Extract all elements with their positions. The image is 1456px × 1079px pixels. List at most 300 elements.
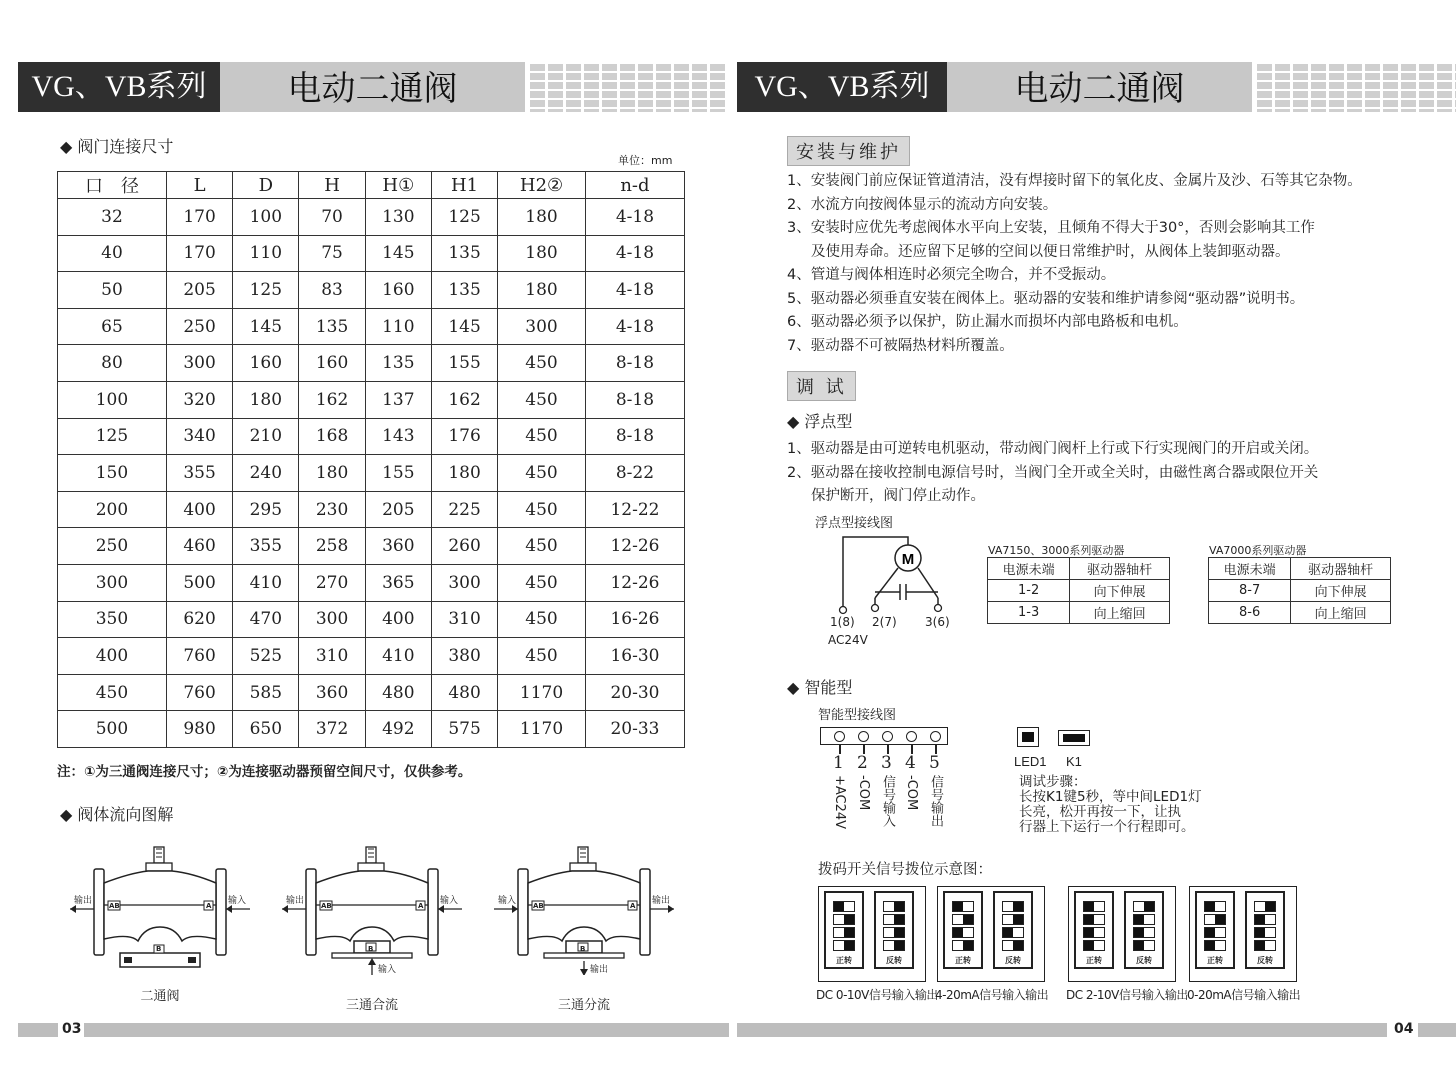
unit-label: 单位：mm <box>618 154 673 167</box>
dip-toggle <box>883 940 905 951</box>
dip-toggle <box>1002 940 1024 951</box>
valve-body-icon <box>494 845 674 975</box>
smart-terminal-icon <box>858 731 869 742</box>
table-cell: 50 <box>58 272 167 309</box>
dip-toggle <box>883 927 905 938</box>
flow-caption: 三通合流 <box>345 998 398 1013</box>
table-cell: 100 <box>58 381 167 418</box>
table-row <box>58 528 685 565</box>
table-cell: 295 <box>233 491 299 528</box>
port-label: A <box>418 902 424 910</box>
dip-direction-label: 反转 <box>1257 956 1273 965</box>
table-row <box>58 418 685 455</box>
install-item: 7、驱动器不可被隔热材料所覆盖。 <box>787 337 1014 354</box>
flow-left-label: 输出 <box>74 896 93 906</box>
table-cell: 180 <box>431 455 497 492</box>
table-cell: 300 <box>58 564 167 601</box>
table-cell: 450 <box>498 345 586 382</box>
float-item: 1、驱动器是由可逆转电机驱动，带动阀门阀杆上行或下行实现阀门的开启或关闭。 <box>787 441 1319 457</box>
table-cell: 240 <box>233 455 299 492</box>
table-cell: 450 <box>498 638 586 675</box>
led1-icon <box>1017 727 1039 747</box>
flow-caption: 二通阀 <box>140 989 180 1004</box>
dip-switch-icon <box>943 891 983 969</box>
table-header: H① <box>365 172 431 199</box>
install-item: 6、驱动器必须予以保护，防止漏水而损坏内部电路板和电机。 <box>787 314 1188 330</box>
port-label: A <box>630 902 636 910</box>
flow-bottom-label: 输出 <box>590 965 609 975</box>
dip-toggle <box>1133 927 1155 938</box>
port-label: B <box>580 945 586 953</box>
table-b-title: VA7000系列驱动器 <box>1209 544 1307 557</box>
debug-tag: 调 试 <box>787 371 856 401</box>
dip-toggle <box>1133 940 1155 951</box>
port-label: AB <box>533 902 544 910</box>
table-cell: 135 <box>365 345 431 382</box>
port-label: A <box>206 902 212 910</box>
smart-terminal-icon <box>834 731 845 742</box>
left-header-title: 电动二通阀 <box>220 62 525 112</box>
dip-direction-label: 反转 <box>1005 956 1021 965</box>
table-cell: 250 <box>166 308 232 345</box>
dip-toggle <box>833 901 855 912</box>
dip-toggle <box>952 927 974 938</box>
table-header: L <box>166 172 232 199</box>
table-cell: 135 <box>431 272 497 309</box>
k1-label: K1 <box>1066 754 1082 769</box>
table-cell: 492 <box>365 711 431 748</box>
table-cell: 310 <box>431 601 497 638</box>
table-cell: 410 <box>233 564 299 601</box>
table-cell: 480 <box>365 674 431 711</box>
install-tag: 安装与维护 <box>787 136 910 166</box>
terminal-2-label: 2(7) <box>872 615 897 629</box>
table-cell: 160 <box>233 345 299 382</box>
dip-direction-label: 反转 <box>1136 956 1152 965</box>
table-cell: 16-26 <box>585 601 684 638</box>
table-a <box>987 557 1170 624</box>
table-cell: 340 <box>166 418 232 455</box>
dip-toggle <box>1083 914 1105 925</box>
section-flow-direction: ◆ 阀体流向图解 <box>60 805 174 824</box>
table-cell: 470 <box>233 601 299 638</box>
dip-toggle <box>952 901 974 912</box>
smart-terminal-num: 2 <box>857 753 868 773</box>
table-cell: 300 <box>431 564 497 601</box>
dip-toggle <box>1002 914 1024 925</box>
left-header-pattern <box>527 62 727 112</box>
table-cell: 500 <box>58 711 167 748</box>
table-row <box>58 564 685 601</box>
table-cell: 1170 <box>498 711 586 748</box>
table-cell: 65 <box>58 308 167 345</box>
table-cell: 180 <box>299 455 365 492</box>
install-item: 4、管道与阀体相连时必须完全吻合，并不受振动。 <box>787 267 1116 283</box>
table-cell: 1170 <box>498 674 586 711</box>
table-cell: 125 <box>233 272 299 309</box>
table-cell: 450 <box>498 491 586 528</box>
table-cell: 500 <box>166 564 232 601</box>
table-cell: 12-22 <box>585 491 684 528</box>
debug-step: 长按K1键5秒，等中间LED1灯 <box>1019 789 1202 805</box>
table-cell: 4-18 <box>585 235 684 272</box>
table-cell: 525 <box>233 638 299 675</box>
smart-terminal-num: 1 <box>833 753 844 773</box>
table-cell: 410 <box>365 638 431 675</box>
dip-direction-label: 正转 <box>1086 956 1102 965</box>
mini-header: 驱动器轴杆 <box>1070 558 1170 580</box>
table-cell: 8-18 <box>585 345 684 382</box>
table-cell: 145 <box>365 235 431 272</box>
dip-direction-label: 正转 <box>836 956 852 965</box>
smart-terminal-num: 4 <box>905 753 916 773</box>
table-cell: 150 <box>58 455 167 492</box>
table-cell: 980 <box>166 711 232 748</box>
dip-toggle <box>1204 901 1226 912</box>
table-header: H2② <box>498 172 586 199</box>
mini-cell: 8-6 <box>1209 602 1291 624</box>
table-cell: 450 <box>498 528 586 565</box>
mini-header: 电源未端 <box>1209 558 1291 580</box>
table-cell: 8-18 <box>585 418 684 455</box>
dip-switch-icon <box>1124 891 1164 969</box>
debug-steps <box>1019 775 1202 835</box>
table-cell: 4-18 <box>585 308 684 345</box>
table-cell: 360 <box>299 674 365 711</box>
section-valve-dimensions: ◆ 阀门连接尺寸 <box>60 137 174 156</box>
debug-step: 调试步骤： <box>1019 774 1087 790</box>
dimension-table <box>57 171 685 748</box>
dip-switch-icon <box>874 891 914 969</box>
dip-toggle <box>952 914 974 925</box>
terminal-2-icon <box>872 605 879 612</box>
smart-terminal-num: 3 <box>881 753 892 773</box>
table-row <box>58 674 685 711</box>
table-cell: 575 <box>431 711 497 748</box>
dip-direction-label: 正转 <box>955 956 971 965</box>
dip-switch-icon <box>824 891 864 969</box>
dip-toggle <box>833 914 855 925</box>
table-b <box>1208 557 1391 624</box>
smart-type-title: ◆ 智能型 <box>787 678 853 697</box>
motor-label: M <box>901 551 915 568</box>
float-type-title: ◆ 浮点型 <box>787 412 853 431</box>
left-footer-bar <box>18 1023 58 1037</box>
table-cell: 450 <box>498 564 586 601</box>
mini-cell: 1-3 <box>988 602 1070 624</box>
table-cell: 400 <box>166 491 232 528</box>
terminal-3-icon <box>935 605 942 612</box>
table-note: 注：①为三通阀连接尺寸；②为连接驱动器预留空间尺寸，仅供参考。 <box>57 764 472 780</box>
valve-body-icon <box>70 845 250 975</box>
table-cell: 125 <box>431 199 497 236</box>
table-cell: 20-30 <box>585 674 684 711</box>
table-cell: 585 <box>233 674 299 711</box>
install-list <box>787 170 1437 358</box>
table-row <box>58 235 685 272</box>
install-item: 5、驱动器必须垂直安装在阀体上。驱动器的安装和维护请参阅“驱动器”说明书。 <box>787 290 1305 307</box>
dip-toggle <box>1204 927 1226 938</box>
table-cell: 180 <box>498 272 586 309</box>
table-cell: 4-18 <box>585 272 684 309</box>
float-wiring-diagram <box>820 530 970 620</box>
dip-switch-icon <box>1195 891 1235 969</box>
table-cell: 250 <box>58 528 167 565</box>
table-cell: 200 <box>58 491 167 528</box>
dip-toggle <box>833 940 855 951</box>
table-cell: 258 <box>299 528 365 565</box>
left-footer-bar-long <box>84 1023 729 1037</box>
dip-switch-icon <box>993 891 1033 969</box>
table-cell: 80 <box>58 345 167 382</box>
table-row <box>58 199 685 236</box>
port-label: AB <box>109 902 120 910</box>
table-cell: 225 <box>431 491 497 528</box>
debug-step: 行器上下运行一个行程即可。 <box>1019 819 1195 835</box>
mini-cell: 向上缩回 <box>1291 602 1391 624</box>
flow-left-label: 输出 <box>286 896 305 906</box>
table-cell: 270 <box>299 564 365 601</box>
mini-header-row <box>988 558 1170 580</box>
left-header-series: VG、VB系列 <box>18 62 220 112</box>
table-cell: 8-22 <box>585 455 684 492</box>
table-cell: 230 <box>299 491 365 528</box>
table-header: n-d <box>585 172 684 199</box>
table-cell: 360 <box>365 528 431 565</box>
float-list <box>787 438 1437 509</box>
table-cell: 180 <box>498 235 586 272</box>
table-cell: 12-26 <box>585 564 684 601</box>
k1-button-icon <box>1058 730 1090 746</box>
table-cell: 355 <box>233 528 299 565</box>
dip-toggle <box>1002 927 1024 938</box>
terminal-1-icon <box>840 607 847 614</box>
table-cell: 155 <box>365 455 431 492</box>
flow-bottom-label: 输入 <box>378 965 397 975</box>
right-header-title: 电动二通阀 <box>947 62 1252 112</box>
table-cell: 180 <box>233 381 299 418</box>
table-cell: 210 <box>233 418 299 455</box>
table-cell: 300 <box>166 345 232 382</box>
mini-header-row <box>1209 558 1391 580</box>
table-cell: 137 <box>365 381 431 418</box>
table-cell: 162 <box>299 381 365 418</box>
mini-row <box>1209 580 1391 602</box>
mini-row <box>1209 602 1391 624</box>
table-cell: 380 <box>431 638 497 675</box>
flow-left-label: 输入 <box>498 896 517 906</box>
table-a-title: VA7150、3000系列驱动器 <box>988 544 1125 557</box>
right-header-pattern <box>1254 62 1456 112</box>
table-cell: 70 <box>299 199 365 236</box>
dip-direction-label: 正转 <box>1207 956 1223 965</box>
mini-header: 电源未端 <box>988 558 1070 580</box>
install-item: 1、安装阀门前应保证管道清洁，没有焊接时留下的氧化皮、金属片及沙、石等其它杂物。 <box>787 173 1362 189</box>
table-header: D <box>233 172 299 199</box>
dip-caption: DC 0-10V信号输入输出 <box>816 988 938 1002</box>
smart-terminal-icon <box>930 731 941 742</box>
table-cell: 450 <box>498 455 586 492</box>
table-cell: 205 <box>365 491 431 528</box>
dip-toggle <box>1204 940 1226 951</box>
dip-toggle <box>1083 940 1105 951</box>
mini-cell: 8-7 <box>1209 580 1291 602</box>
table-cell: 450 <box>498 418 586 455</box>
dip-toggle <box>1254 927 1276 938</box>
table-row <box>58 308 685 345</box>
dip-title: 拨码开关信号拨位示意图： <box>818 862 992 878</box>
dip-toggle <box>1133 901 1155 912</box>
table-cell: 300 <box>498 308 586 345</box>
mini-cell: 向下伸展 <box>1291 580 1391 602</box>
table-cell: 760 <box>166 638 232 675</box>
table-header: H <box>299 172 365 199</box>
float-item: 2、驱动器在接收控制电源信号时，当阀门全开或全关时，由磁性离合器或限位开关 <box>787 464 1319 481</box>
smart-terminal-icon <box>906 731 917 742</box>
table-row <box>58 601 685 638</box>
table-cell: 130 <box>365 199 431 236</box>
table-cell: 135 <box>431 235 497 272</box>
table-row <box>58 638 685 675</box>
table-cell: 300 <box>299 601 365 638</box>
table-cell: 450 <box>498 601 586 638</box>
table-cell: 400 <box>365 601 431 638</box>
table-row <box>58 381 685 418</box>
smart-terminal-label: 信号输入 <box>880 775 895 827</box>
table-cell: 310 <box>299 638 365 675</box>
dip-caption: 0-20mA信号输入输出 <box>1187 988 1301 1002</box>
dip-toggle <box>883 901 905 912</box>
dip-toggle <box>1083 901 1105 912</box>
table-cell: 170 <box>166 199 232 236</box>
float-wiring-title: 浮点型接线图 <box>815 516 894 531</box>
dip-toggle <box>833 927 855 938</box>
smart-terminal-label: +AC24V <box>832 775 847 830</box>
table-cell: 16-30 <box>585 638 684 675</box>
dip-toggle <box>883 914 905 925</box>
table-cell: 110 <box>233 235 299 272</box>
port-label: B <box>156 945 162 953</box>
float-item: 保护断开，阀门停止动作。 <box>811 488 985 504</box>
dip-toggle <box>1254 940 1276 951</box>
right-footer-bar-end <box>1418 1023 1456 1037</box>
dip-caption: DC 2-10V信号输入输出 <box>1066 988 1188 1002</box>
table-cell: 12-26 <box>585 528 684 565</box>
right-header-series: VG、VB系列 <box>737 62 947 112</box>
mini-cell: 向上缩回 <box>1070 602 1170 624</box>
table-header: 口 径 <box>58 172 167 199</box>
dip-toggle <box>1083 927 1105 938</box>
table-cell: 160 <box>365 272 431 309</box>
table-cell: 355 <box>166 455 232 492</box>
terminal-1-label: 1(8) <box>830 615 855 629</box>
table-cell: 110 <box>365 308 431 345</box>
port-label: B <box>368 945 374 953</box>
smart-terminal-num: 5 <box>929 753 940 773</box>
table-row <box>58 455 685 492</box>
dip-toggle <box>1133 914 1155 925</box>
debug-step: 长亮，松开再按一下，让执 <box>1019 804 1181 820</box>
table-cell: 450 <box>58 674 167 711</box>
flow-right-label: 输入 <box>440 896 459 906</box>
table-cell: 480 <box>431 674 497 711</box>
smart-terminal-label: 信号输出 <box>928 775 943 827</box>
table-cell: 372 <box>299 711 365 748</box>
table-cell: 320 <box>166 381 232 418</box>
table-cell: 365 <box>365 564 431 601</box>
mini-row <box>988 580 1170 602</box>
table-header: H1 <box>431 172 497 199</box>
table-cell: 176 <box>431 418 497 455</box>
table-cell: 145 <box>233 308 299 345</box>
dip-toggle <box>1254 901 1276 912</box>
dip-switch-icon <box>1074 891 1114 969</box>
right-page-number: 04 <box>1394 1021 1414 1037</box>
dip-caption: 4-20mA信号输入输出 <box>935 988 1049 1002</box>
table-cell: 155 <box>431 345 497 382</box>
mini-row <box>988 602 1170 624</box>
flow-right-label: 输入 <box>228 896 247 906</box>
install-item: 及使用寿命。还应留下足够的空间以便日常维护时，从阀体上装卸驱动器。 <box>811 243 1290 260</box>
table-cell: 135 <box>299 308 365 345</box>
dip-toggle <box>1002 901 1024 912</box>
table-cell: 760 <box>166 674 232 711</box>
install-item: 2、水流方向按阀体显示的流动方向安装。 <box>787 196 1058 213</box>
table-cell: 162 <box>431 381 497 418</box>
dip-direction-label: 反转 <box>886 956 902 965</box>
table-cell: 180 <box>498 199 586 236</box>
dip-switch-icon <box>1245 891 1285 969</box>
table-cell: 350 <box>58 601 167 638</box>
terminal-3-label: 3(6) <box>925 615 950 629</box>
table-row <box>58 491 685 528</box>
table-cell: 260 <box>431 528 497 565</box>
power-label: AC24V <box>828 633 868 647</box>
table-cell: 205 <box>166 272 232 309</box>
mini-header: 驱动器轴杆 <box>1291 558 1391 580</box>
install-item: 3、安装时应优先考虑阀体水平向上安装，且倾角不得大于30°，否则会影响其工作 <box>787 220 1315 236</box>
table-cell: 400 <box>58 638 167 675</box>
port-label: AB <box>321 902 332 910</box>
smart-wiring-title: 智能型接线图 <box>818 708 897 723</box>
table-cell: 460 <box>166 528 232 565</box>
dip-toggle <box>1254 914 1276 925</box>
table-cell: 40 <box>58 235 167 272</box>
smart-terminal-label: -COM <box>904 775 919 811</box>
flow-caption: 三通分流 <box>557 998 610 1013</box>
table-cell: 620 <box>166 601 232 638</box>
mini-cell: 向下伸展 <box>1070 580 1170 602</box>
table-cell: 125 <box>58 418 167 455</box>
table-cell: 168 <box>299 418 365 455</box>
table-cell: 170 <box>166 235 232 272</box>
table-row <box>58 345 685 382</box>
flow-right-label: 输出 <box>652 896 671 906</box>
dip-toggle <box>952 940 974 951</box>
table-cell: 20-33 <box>585 711 684 748</box>
table-cell: 8-18 <box>585 381 684 418</box>
table-row <box>58 272 685 309</box>
table-cell: 100 <box>233 199 299 236</box>
table-cell: 450 <box>498 381 586 418</box>
table-cell: 83 <box>299 272 365 309</box>
table-cell: 4-18 <box>585 199 684 236</box>
left-page-number: 03 <box>62 1021 82 1037</box>
smart-terminal-icon <box>882 731 893 742</box>
table-cell: 32 <box>58 199 167 236</box>
mini-cell: 1-2 <box>988 580 1070 602</box>
table-cell: 650 <box>233 711 299 748</box>
